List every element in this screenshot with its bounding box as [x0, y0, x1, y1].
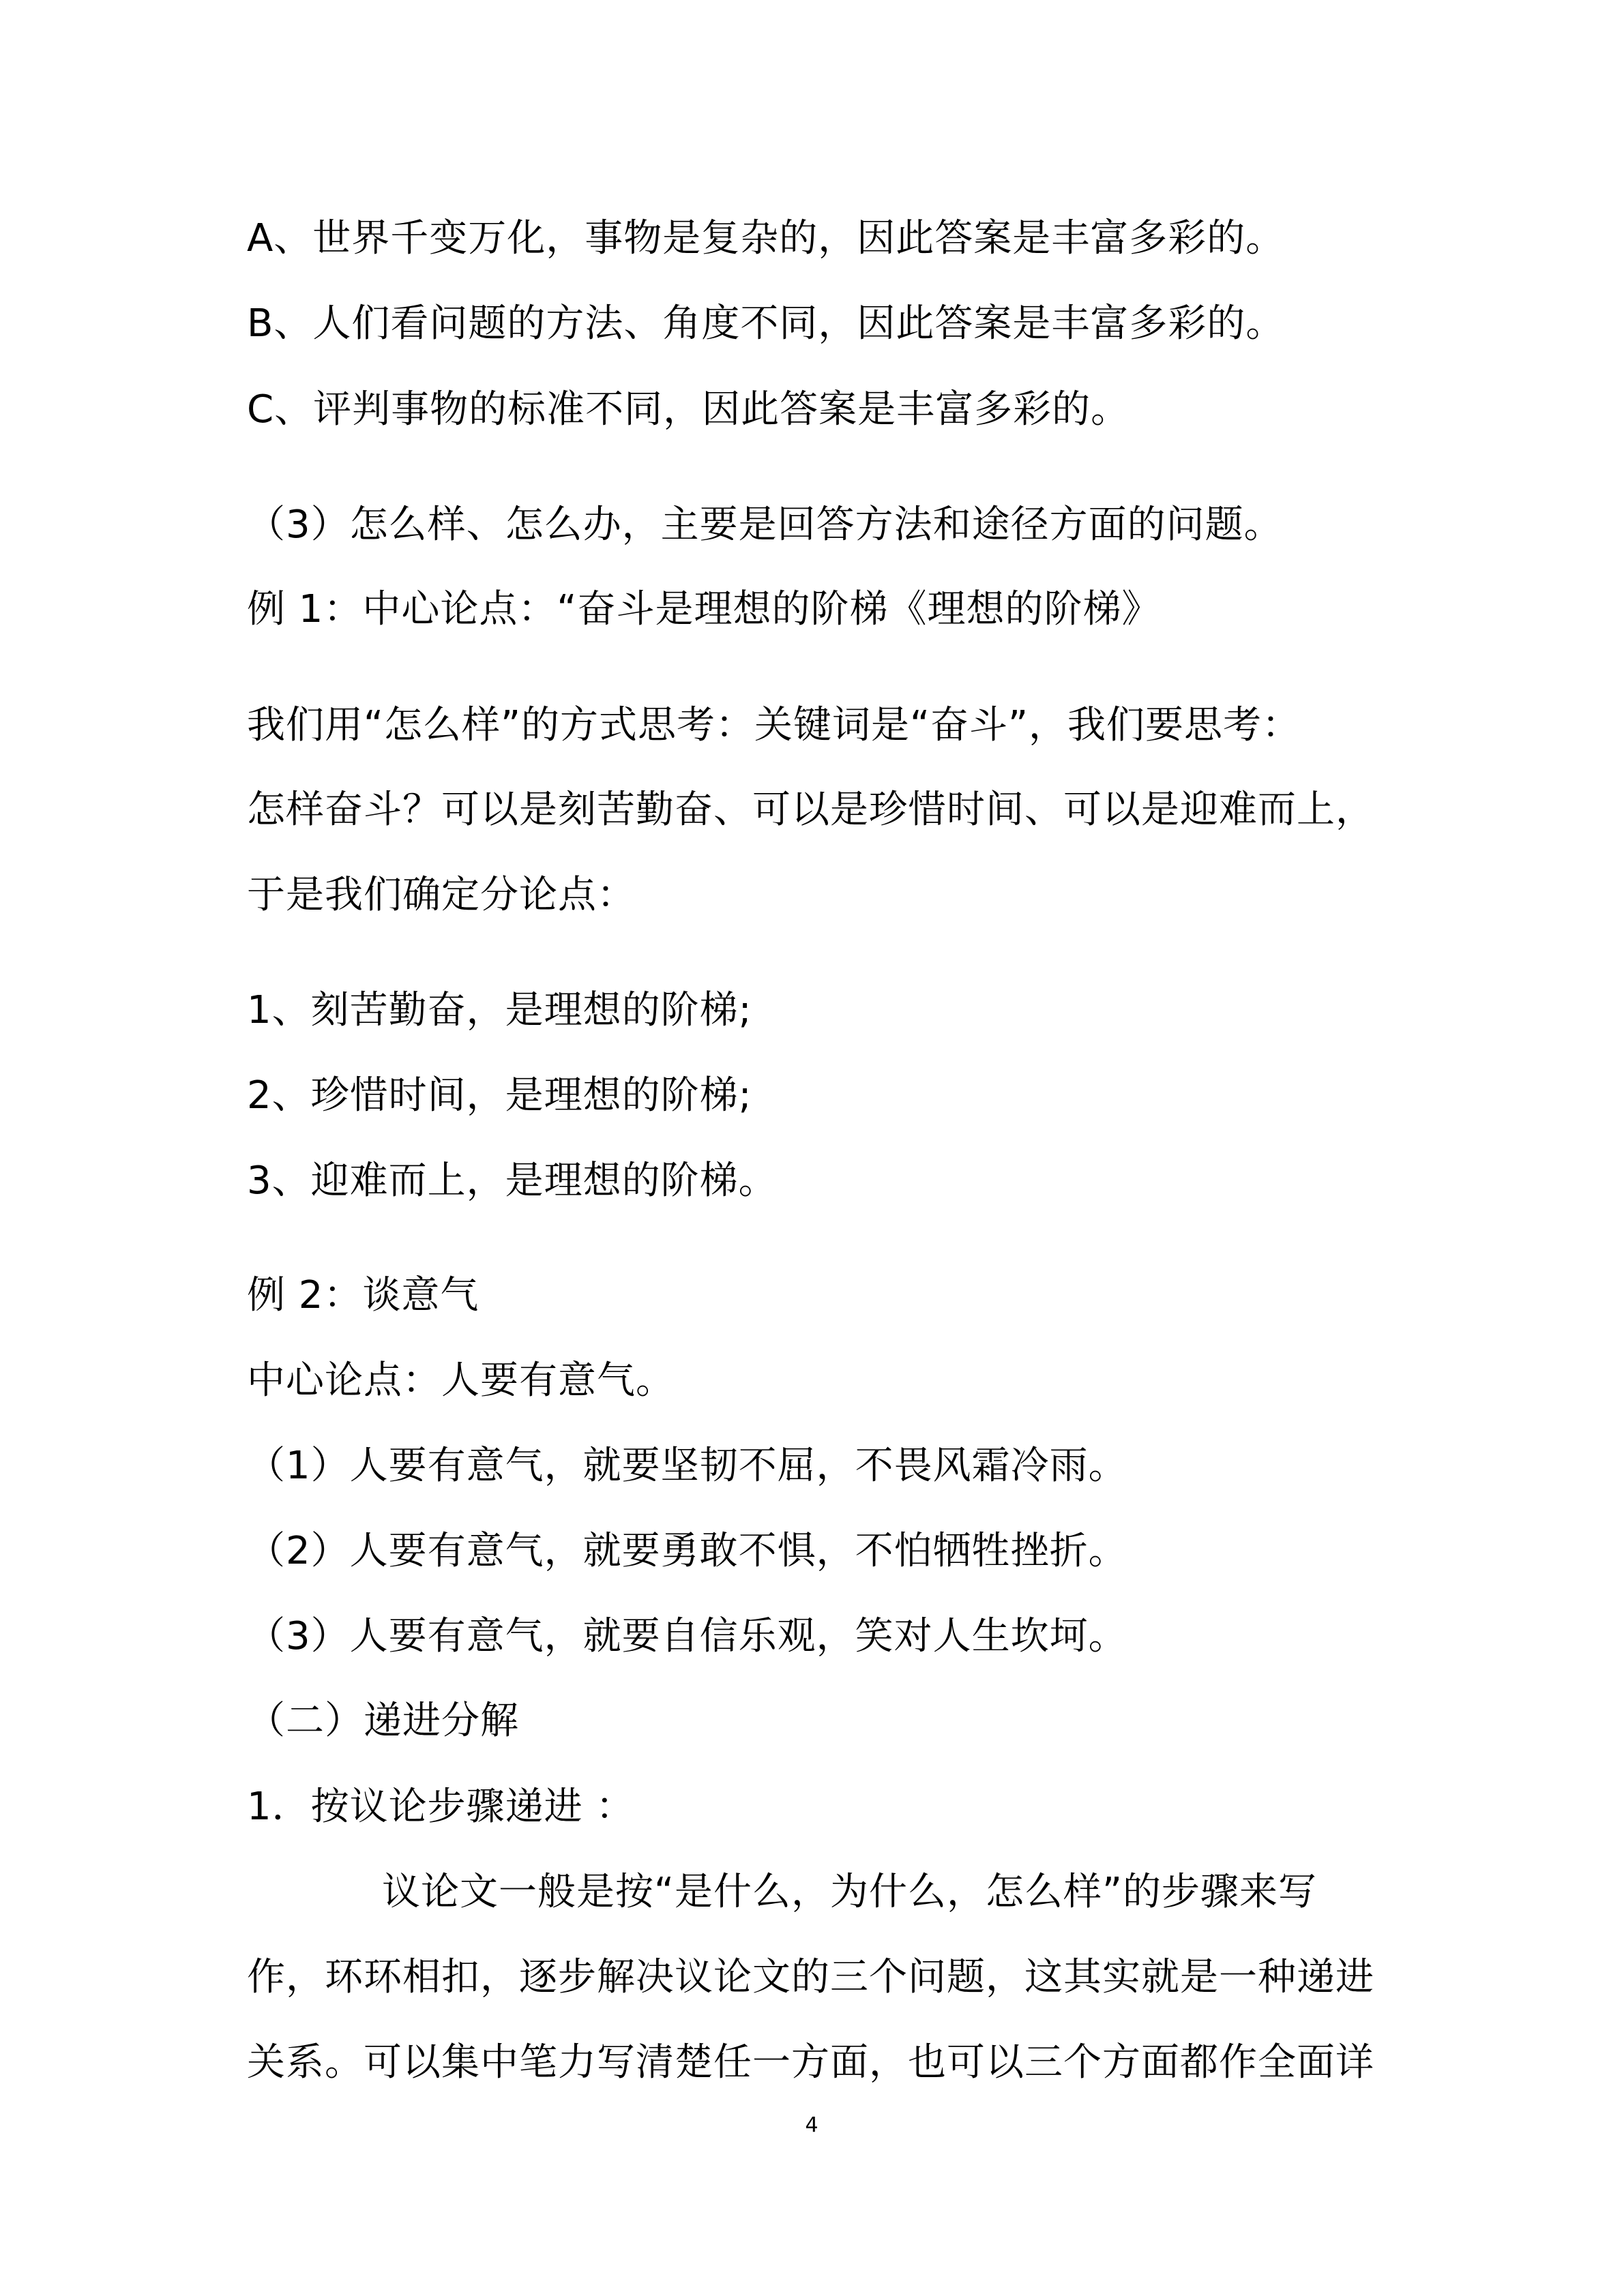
paragraph-line: 关系。可以集中笔力写清楚任一方面，也可以三个方面都作全面详	[247, 2040, 1374, 2085]
page-number: 4	[805, 2113, 818, 2137]
paragraph-line: 我们用“怎么样”的方式思考：关键词是“奋斗”，我们要思考：	[247, 703, 1301, 747]
argument-point-3: （3）人要有意气，就要自信乐观，笑对人生坎坷。	[247, 1614, 1127, 1658]
section-3-heading: （3）怎么样、怎么办，主要是回答方法和途径方面的问题。	[247, 503, 1283, 547]
central-argument: 中心论点：人要有意气。	[247, 1358, 675, 1403]
sub-point-2: 2、珍惜时间，是理想的阶梯;	[247, 1073, 752, 1118]
paragraph-line: 于是我们确定分论点：	[247, 873, 636, 917]
option-c-line: C、评判事物的标准不同，因此答案是丰富多彩的。	[247, 387, 1130, 432]
subsection-heading: 1．按议论步骤递进 ：	[247, 1785, 635, 1829]
option-a-line: A、世界千变万化，事物是复杂的，因此答案是丰富多彩的。	[247, 216, 1285, 260]
option-b-line: B、人们看问题的方法、角度不同，因此答案是丰富多彩的。	[247, 301, 1285, 346]
sub-point-3: 3、迎难而上，是理想的阶梯。	[247, 1159, 778, 1203]
argument-point-1: （1）人要有意气，就要坚韧不屈，不畏风霜冷雨。	[247, 1444, 1127, 1488]
paragraph-line: 怎样奋斗？可以是刻苦勤奋、可以是珍惜时间、可以是迎难而上，	[247, 788, 1374, 832]
example-2-heading: 例 2：谈意气	[247, 1273, 479, 1317]
sub-point-1: 1、刻苦勤奋，是理想的阶梯;	[247, 988, 752, 1032]
paragraph-line: 议论文一般是按“是什么，为什么，怎么样”的步骤来写	[382, 1870, 1318, 1914]
section-heading: （二）递进分解	[247, 1699, 519, 1743]
argument-point-2: （2）人要有意气，就要勇敢不惧，不怕牺牲挫折。	[247, 1529, 1127, 1573]
paragraph-line: 作，环环相扣，逐步解决议论文的三个问题，这其实就是一种递进	[247, 1955, 1374, 1999]
example-1-heading: 例 1：中心论点：“奋斗是理想的阶梯《理想的阶梯》	[247, 587, 1161, 631]
